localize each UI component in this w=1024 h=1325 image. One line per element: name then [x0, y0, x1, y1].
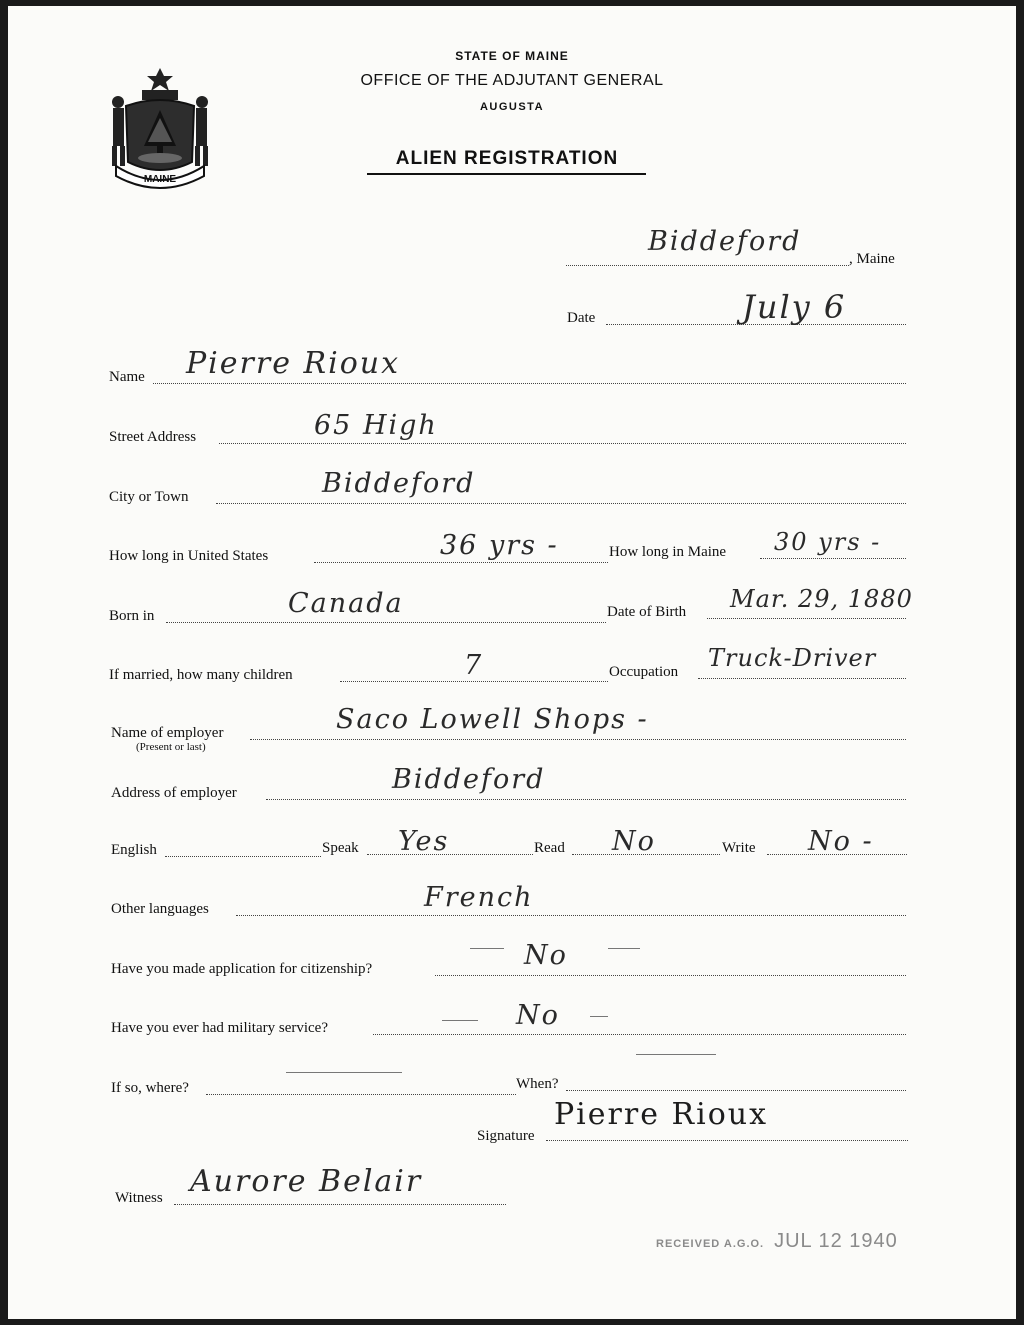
- where-line: [206, 1094, 516, 1095]
- write-value: No -: [808, 826, 874, 857]
- signature-value: Pierre Rioux: [554, 1097, 768, 1132]
- place-line: [566, 265, 849, 266]
- office-heading: OFFICE OF THE ADJUTANT GENERAL: [360, 72, 664, 89]
- date-label: Date: [567, 310, 596, 326]
- born-label: Born in: [109, 608, 155, 624]
- name-label: Name: [109, 369, 145, 385]
- read-value: No: [612, 826, 656, 857]
- dash-mark: [608, 948, 640, 949]
- military-line: [373, 1034, 906, 1035]
- citizenship-line: [435, 975, 906, 976]
- dash-mark: [636, 1054, 716, 1055]
- employer-sublabel: (Present or last): [136, 741, 206, 753]
- dob-line: [707, 618, 906, 619]
- read-label: Read: [534, 840, 565, 856]
- received-stamp-label: RECEIVED A.G.O.: [656, 1238, 765, 1250]
- citizenship-label: Have you made application for citizenship?: [111, 961, 373, 977]
- maine-duration-label: How long in Maine: [609, 544, 727, 560]
- other-languages-label: Other languages: [111, 901, 209, 917]
- dob-value: Mar. 29, 1880: [730, 585, 913, 613]
- witness-line: [174, 1204, 506, 1205]
- speak-label: Speak: [322, 840, 359, 856]
- where-label: If so, where?: [111, 1080, 189, 1096]
- witness-value: Aurore Belair: [190, 1164, 423, 1199]
- svg-text:MAINE: MAINE: [143, 174, 177, 185]
- when-line: [566, 1090, 906, 1091]
- speak-value: Yes: [398, 826, 450, 857]
- form-title: ALIEN REGISTRATION: [395, 148, 619, 169]
- received-stamp-date: JUL 12 1940: [774, 1230, 898, 1252]
- english-label: English: [111, 842, 157, 858]
- state-heading: STATE OF MAINE: [455, 49, 569, 63]
- maine-duration-value: 30 yrs -: [774, 528, 882, 556]
- write-label: Write: [722, 840, 756, 856]
- employer-address-label: Address of employer: [111, 785, 237, 801]
- witness-label: Witness: [115, 1190, 163, 1206]
- citizenship-value: No: [524, 940, 568, 971]
- occupation-label: Occupation: [609, 664, 679, 680]
- dash-mark: [590, 1016, 608, 1017]
- children-label: If married, how many children: [109, 667, 293, 683]
- english-line: [165, 856, 321, 857]
- city-heading: AUGUSTA: [479, 101, 545, 113]
- children-line: [340, 681, 608, 682]
- military-label: Have you ever had military service?: [111, 1020, 328, 1036]
- employer-line: [250, 739, 906, 740]
- name-line: [153, 383, 906, 384]
- employer-address-line: [266, 799, 906, 800]
- occupation-value: Truck-Driver: [708, 644, 877, 672]
- title-underline: [367, 173, 646, 175]
- us-duration-line: [314, 562, 608, 563]
- born-line: [166, 622, 606, 623]
- other-languages-value: French: [424, 882, 534, 913]
- when-label: When?: [516, 1076, 559, 1092]
- employer-label: Name of employer: [111, 725, 224, 741]
- name-value: Pierre Rioux: [186, 346, 400, 381]
- city-value: Biddeford: [322, 468, 476, 499]
- dob-label: Date of Birth: [607, 604, 687, 620]
- signature-label: Signature: [477, 1128, 535, 1144]
- place-suffix: , Maine: [849, 251, 895, 267]
- dash-mark: [470, 948, 504, 949]
- dash-mark: [286, 1072, 402, 1073]
- date-value: July 6: [742, 288, 847, 326]
- military-value: No: [516, 1000, 560, 1031]
- street-line: [219, 443, 906, 444]
- street-label: Street Address: [109, 429, 197, 445]
- other-languages-line: [236, 915, 906, 916]
- born-value: Canada: [288, 588, 404, 619]
- employer-value: Saco Lowell Shops -: [336, 704, 649, 735]
- street-value: 65 High: [314, 410, 438, 441]
- dash-mark: [442, 1020, 478, 1021]
- occupation-line: [698, 678, 906, 679]
- employer-address-value: Biddeford: [392, 764, 546, 795]
- us-duration-label: How long in United States: [109, 548, 269, 564]
- maine-duration-line: [760, 558, 906, 559]
- signature-line: [546, 1140, 908, 1141]
- speak-line: [367, 854, 533, 855]
- city-line: [216, 503, 906, 504]
- children-value: 7: [464, 650, 484, 681]
- received-stamp: [656, 1230, 898, 1253]
- place-value: Biddeford: [648, 226, 802, 257]
- us-duration-value: 36 yrs -: [440, 530, 559, 561]
- city-label: City or Town: [109, 489, 189, 505]
